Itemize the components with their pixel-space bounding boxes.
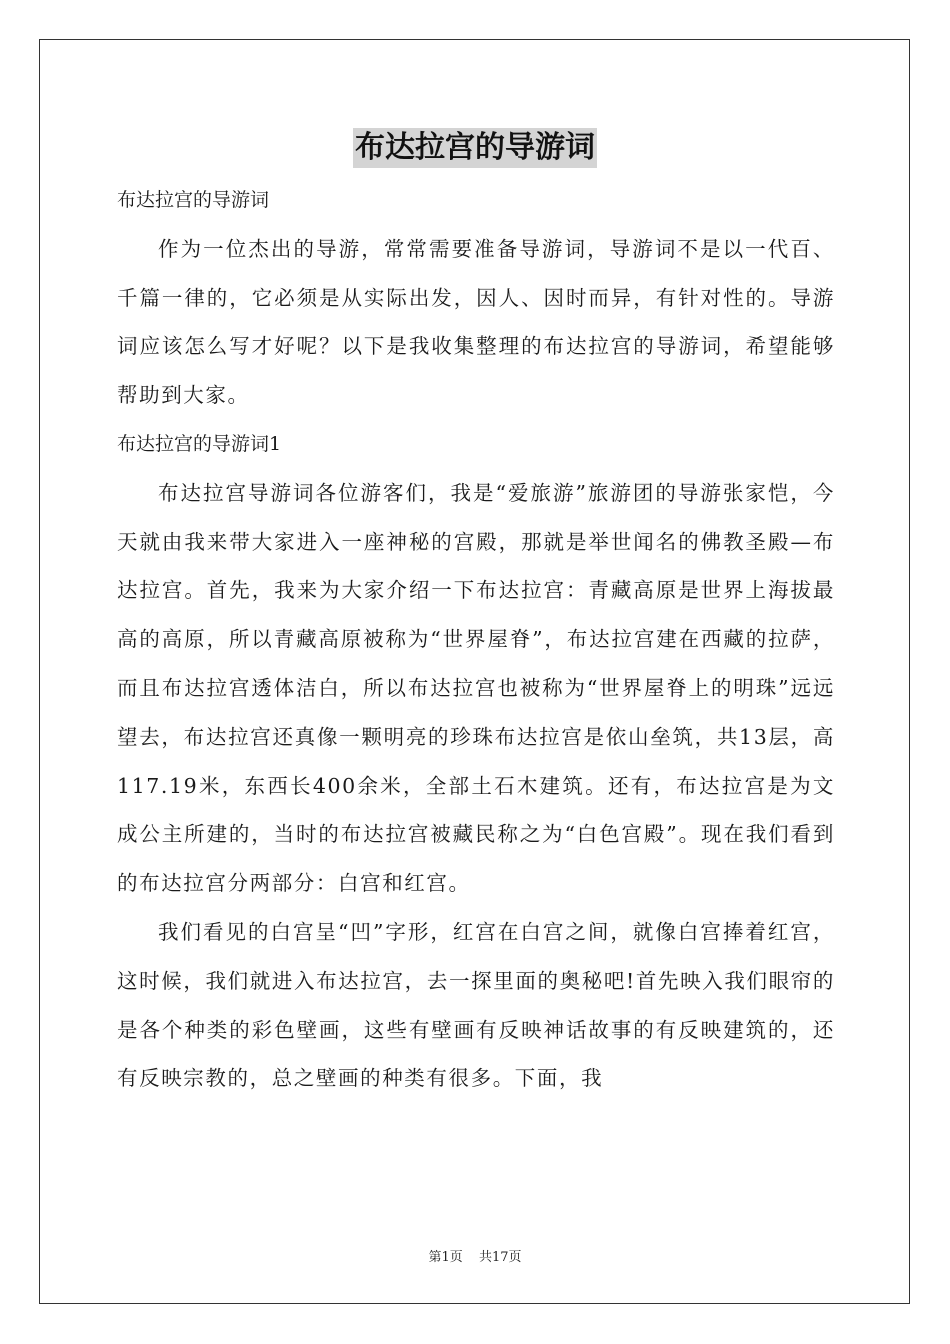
page-footer bbox=[0, 1246, 950, 1265]
section-heading: 布达拉宫的导游词1 bbox=[117, 432, 282, 455]
subheading: 布达拉宫的导游词 bbox=[117, 189, 270, 211]
title-wrap bbox=[0, 128, 950, 168]
intro-paragraph: 作为一位杰出的导游，常常需要准备导游词，导游词不是以一代百、千篇一律的，它必须是从实际出发，因人、因时而异，有针对性的。导游词应该怎么写才好呢？以下是我收集整理的布达拉宫的导游词，希望能够帮助到大家。 bbox=[117, 236, 835, 408]
body-paragraph: 我们看见的白宫呈“凹”字形，红宫在白宫之间，就像白宫捧着红宫，这时候，我们就进入布达拉宫，去一探里面的奥秘吧!首先映入我们眼帘的是各个种类的彩色壁画，这些有壁画有反映神话故事的有反映建筑的，还有反映宗教的，总之壁画的种类有很多。下面，我 bbox=[117, 919, 835, 1091]
page-number: 第1页 bbox=[428, 1250, 463, 1265]
document-body bbox=[117, 176, 835, 1103]
document-title: 布达拉宫的导游词 bbox=[353, 128, 597, 168]
body-paragraph: 布达拉宫导游词各位游客们，我是“爱旅游”旅游团的导游张家恺，今天就由我来带大家进入一座神秘的宫殿，那就是举世闻名的佛教圣殿—布达拉宫。首先，我来为大家介绍一下布达拉宫：青藏高原是世界上海拔最高的高原，所以青藏高原被称为“世界屋脊”，布达拉宫建在西藏的拉萨，而且布达拉宫透体洁白，所以布达拉宫也被称为“世界屋脊上的明珠”远远望去，布达拉宫还真像一颗明亮的珍珠布达拉宫是依山垒筑，共13层，高117.19米，东西长400余米，全部土石木建筑。还有，布达拉宫是为文成公主所建的，当时的布达拉宫被藏民称之为“白色宫殿”。现在我们看到的布达拉宫分两部分：白宫和红宫。 bbox=[117, 480, 835, 896]
page-total: 共17页 bbox=[478, 1250, 522, 1265]
